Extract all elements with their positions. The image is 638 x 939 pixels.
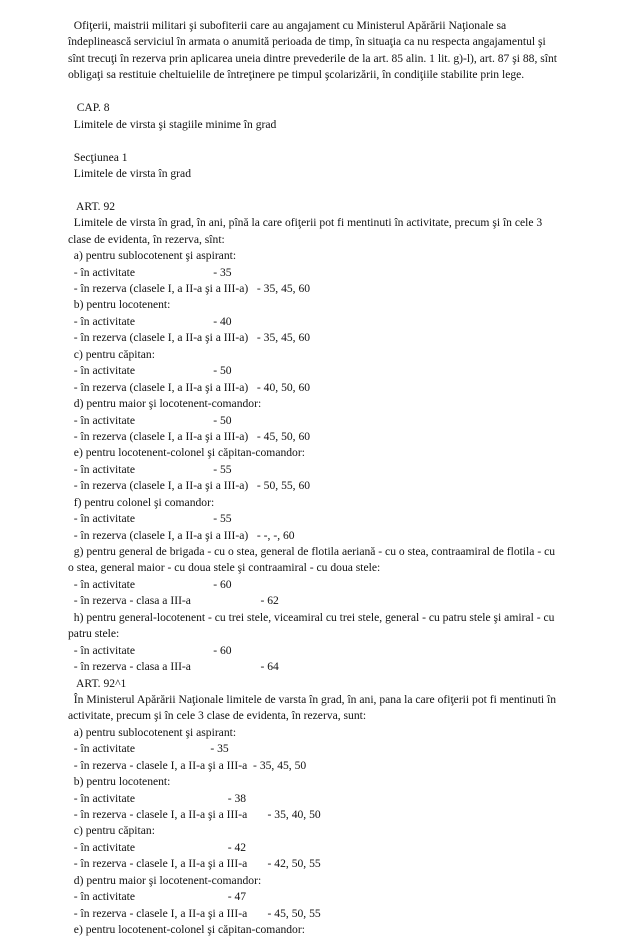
text-line: d) pentru maior şi locotenent-comandor: (68, 873, 262, 887)
text-line: h) pentru general-locotenent - cu trei stele, viceamiral cu trei stele, general - cu patru stele şi amiral - cu (68, 610, 555, 624)
text-line: f) pentru colonel şi comandor: (68, 495, 215, 509)
text-line: - în activitate - 38 (68, 791, 247, 805)
text-line: îndeplinească serviciul în armata o anumită perioada de timp, în situaţia ca nu respecta angajamentul şi (68, 35, 546, 49)
text-line: c) pentru căpitan: (68, 347, 155, 361)
text-line: activitate, precum şi în cele 3 clase de evidenta, în rezerva, sunt: (68, 709, 367, 723)
text-line: - în rezerva (clasele I, a II-a şi a III-a) - 35, 45, 60 (68, 282, 311, 295)
chapter-title: CAP. 8 (68, 101, 110, 115)
text-line: Limitele de virsta în grad, în ani, pînă la care ofiţerii pot fi mentinuti în activitate, precum şi în cele 3 (68, 216, 543, 230)
text-line: - în activitate - 50 (68, 413, 232, 427)
article-92 (68, 199, 588, 676)
text-line: - în rezerva - clasele I, a II-a şi a III-a - 35, 45, 50 (68, 758, 307, 772)
text-line: - în rezerva - clasele I, a II-a şi a III-a - 35, 40, 50 (68, 808, 321, 821)
text-line: e) pentru locotenent-colonel şi căpitan-comandor: (68, 923, 305, 937)
chapter-subtitle: Limitele de virsta şi stagiile minime în grad (68, 117, 277, 131)
text-line: - în activitate - 55 (68, 512, 232, 526)
section-heading (68, 150, 588, 183)
article-title: ART. 92 (68, 199, 116, 213)
section-subtitle: Limitele de virsta în grad (68, 166, 191, 180)
text-line: - în rezerva - clasele I, a II-a şi a III-a - 42, 50, 55 (68, 857, 321, 871)
spacer (68, 133, 588, 149)
text-line: Ofiţerii, maistrii militari şi subofiterii care au angajament cu Ministerul Apărării Naţionale sa (68, 19, 507, 32)
spacer (68, 84, 588, 100)
section-title: Secţiunea 1 (68, 150, 128, 164)
text-line: a) pentru sublocotenent şi aspirant: (68, 725, 237, 739)
text-line: - în rezerva (clasele I, a II-a şi a III-a) - 40, 50, 60 (68, 380, 311, 394)
text-line: g) pentru general de brigada - cu o stea, general de flotila aeriană - cu o stea, contraamiral de flotila - cu (68, 545, 556, 558)
text-line: În Ministerul Apărării Naţionale limitele de varsta în grad, în ani, pana la care ofiţerii pot fi mentinuti în (68, 692, 557, 706)
text-line: obligaţi sa restituie cheltuielile de întreţinere pe timpul şcolarizării, în condiţiile stabilite prin lege. (68, 68, 525, 82)
intro-paragraph (68, 18, 588, 84)
text-line: o stea, general maior - cu doua stele şi contraamiral - cu doua stele: (68, 561, 381, 575)
text-line: - în activitate - 40 (68, 314, 232, 328)
text-line: - în rezerva (clasele I, a II-a şi a III-a) - 45, 50, 60 (68, 429, 311, 443)
text-line: c) pentru căpitan: (68, 824, 155, 838)
article-92-1 (68, 676, 588, 939)
document-page (68, 18, 588, 939)
text-line: b) pentru locotenent: (68, 775, 171, 789)
text-line: patru stele: (68, 627, 120, 641)
text-line: d) pentru maior şi locotenent-comandor: (68, 397, 262, 411)
text-line: sînt trecuţi în rezerva prin aplicarea uneia dintre prevederile de la art. 85 alin. 1 lit. g)-l), art. 87 şi 88, sînt (68, 51, 558, 65)
text-line: - în rezerva (clasele I, a II-a şi a III-a) - -, -, 60 (68, 528, 295, 542)
article-title: ART. 92^1 (68, 676, 127, 690)
text-line: - în activitate - 60 (68, 643, 232, 657)
chapter-heading (68, 100, 588, 133)
text-line: - în activitate - 42 (68, 840, 247, 854)
text-line: - în activitate - 35 (68, 265, 232, 279)
text-line: - în rezerva - clasa a III-a - 64 (68, 660, 279, 674)
text-line: - în activitate - 60 (68, 577, 232, 591)
text-line: e) pentru locotenent-colonel şi căpitan-comandor: (68, 446, 305, 460)
text-line: - în activitate - 47 (68, 890, 247, 904)
text-line: - în rezerva (clasele I, a II-a şi a III-a) - 50, 55, 60 (68, 479, 311, 493)
text-line: - în rezerva (clasele I, a II-a şi a III-a) - 35, 45, 60 (68, 331, 311, 345)
text-line: - în activitate - 50 (68, 364, 232, 378)
spacer (68, 182, 588, 198)
text-line: - în rezerva - clasa a III-a - 62 (68, 594, 279, 608)
text-line: clase de evidenta, în rezerva, sînt: (68, 232, 225, 246)
text-line: a) pentru sublocotenent şi aspirant: (68, 249, 237, 263)
text-line: b) pentru locotenent: (68, 298, 171, 312)
text-line: - în activitate - 35 (68, 742, 229, 756)
text-line: - în rezerva - clasele I, a II-a şi a III-a - 45, 50, 55 (68, 906, 321, 920)
text-line: - în activitate - 55 (68, 462, 232, 476)
